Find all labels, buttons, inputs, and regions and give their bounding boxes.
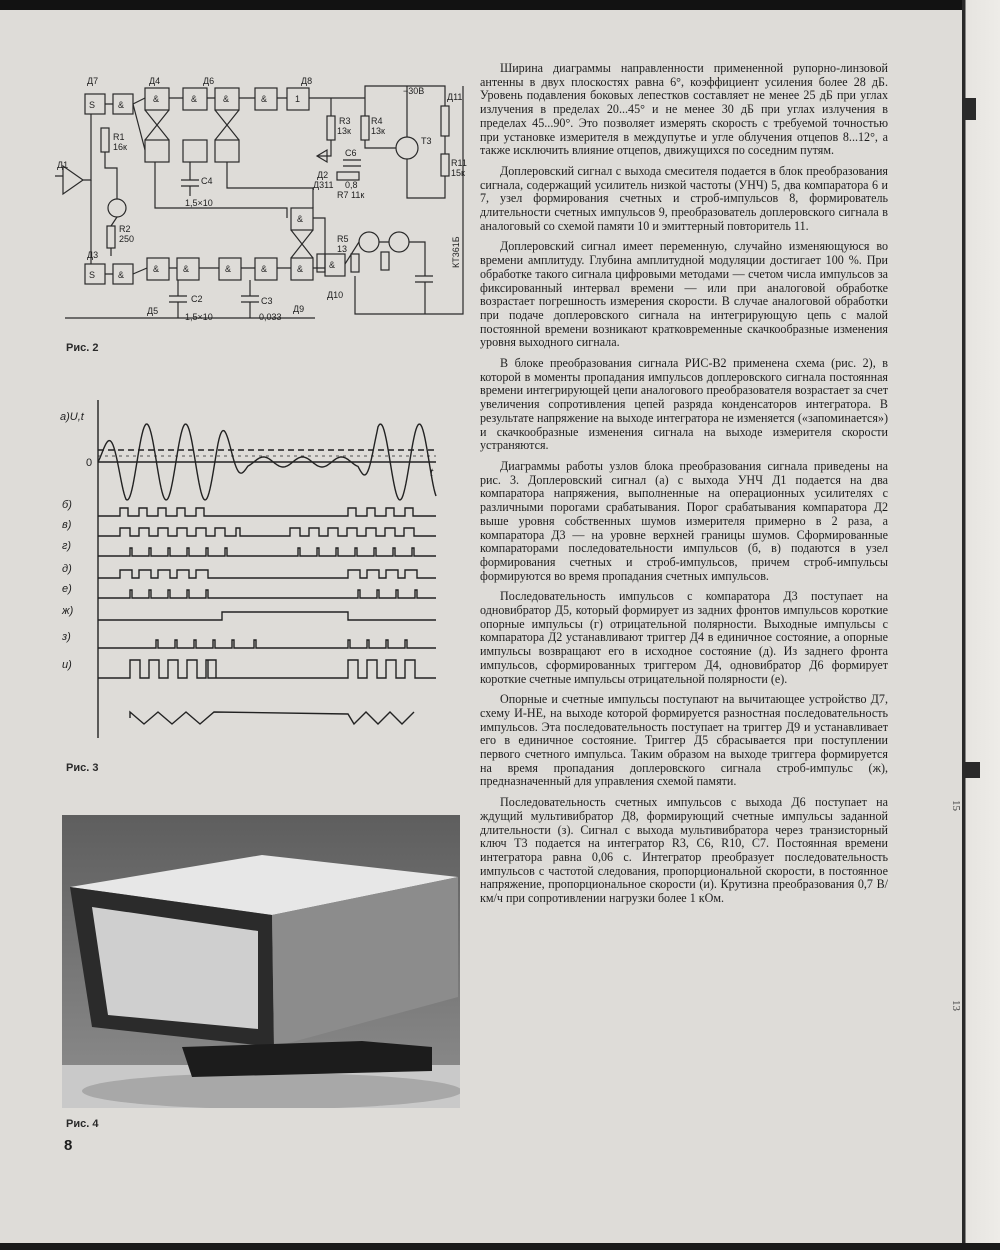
label-r7: R7 11к [337, 190, 365, 200]
label-30v: −30В [403, 86, 425, 96]
scan-bottom-edge [0, 1243, 1000, 1250]
label-d1: Д1 [57, 160, 69, 170]
zero-label: 0 [86, 457, 93, 469]
page-number: 8 [64, 1137, 73, 1154]
label-r5: R5 [337, 234, 349, 244]
label-r11: R11 [451, 158, 467, 168]
row-label: б) [62, 499, 72, 511]
label-d10: Д10 [327, 290, 344, 300]
label-c2: C2 [191, 294, 203, 304]
row-label: ж) [62, 605, 74, 617]
label-r11-value: 15к [451, 168, 465, 178]
gate-symbol: & [153, 94, 160, 104]
pulse-train [98, 660, 436, 678]
label-c2-value: 1,5×10 [185, 312, 213, 322]
paragraph: В блоке преобразования сигнала РИС-В2 применена схема (рис. 2), в которой в моменты пропадания импульсов доплеровского сигнала постоянная времени интегрирующей цепи аналогового преобразователя возрастает за счет увеличения сопротивления цепей разряда конденсаторов интегратора. В результате напряжение на выходе интегратора не изменяется («запоминается») и скачкообразные изменения сигнала на выходе измерителя скорости устраняются. [480, 356, 888, 453]
label-d6: Д6 [203, 76, 215, 86]
row-label: з) [62, 631, 71, 643]
gate-symbol: & [297, 214, 304, 224]
row-label: е) [62, 583, 72, 595]
label-d2: Д2 [317, 170, 329, 180]
pulse-train [98, 508, 436, 516]
figure-2-caption: Рис. 2 [66, 342, 99, 354]
paragraph: Опорные и счетные импульсы поступают на вычитающее устройство Д7, схему И-НЕ, на выходе которой формируется разностная последовательность импульсов. Эта последовательность поступает на триггер Д9 и устанавливает его в единичное состояние. Триггер Д5 сбрасывается при поступлении первого счетного импульса. Таким образом на выходе триггера формируется на время пропадания доплеровского сигнала строб-импульс (ж), предназначенный для управления схемой памяти. [480, 692, 888, 789]
label-kt: КТ361Б [451, 236, 461, 268]
pulse-train [98, 612, 436, 620]
row-label: а)U,t [60, 411, 84, 423]
pulse-train [98, 590, 436, 598]
figure-3-caption: Рис. 3 [66, 762, 99, 774]
row-label: г) [62, 540, 72, 552]
margin-number: 15 [950, 800, 962, 811]
paragraph: Доплеровский сигнал имеет переменную, случайно изменяющуюся во времени амплитуду. Глубина амплитудной модуляции достигает 100 %. При обработке такого сигнала цифровыми методами — счетом числа импульсов за фиксированный интервал времени — или при аналоговой обработке возрастает погрешность измерения скорости. В случае аналоговой обработки при подаче доплеровского сигнала на интегрирующую цепь с малой постоянной времени возникают кратковременные скачкообразные изменения уровня выходного сигнала. [480, 239, 888, 350]
label-d7: Д7 [87, 76, 99, 86]
label-r3: R3 [339, 116, 351, 126]
row-label: и) [62, 659, 72, 671]
margin-mark [964, 98, 976, 120]
scan-top-edge [0, 0, 1000, 10]
gate-symbol: & [118, 100, 125, 110]
margin-mark [962, 762, 980, 778]
row-label: в) [62, 519, 72, 531]
label-c6: C6 [345, 148, 357, 158]
label-r3-value: 13к [337, 126, 351, 136]
gate-symbol: 1 [295, 94, 301, 104]
label-r4-value: 13к [371, 126, 385, 136]
time-label: t [430, 467, 434, 479]
label-r1-value: 16к [113, 142, 127, 152]
margin-number: 13 [950, 1000, 962, 1011]
label-d11: Д11 [447, 92, 463, 102]
integrator-output-wave [130, 712, 414, 724]
scan-right-margin [962, 0, 1000, 1250]
gate-symbol: & [261, 94, 268, 104]
paragraph: Диаграммы работы узлов блока преобразования сигнала приведены на рис. 3. Доплеровский сигнал (а) с выхода УНЧ Д1 подается на два компаратора напряжения, выполненные на операционных усилителях с различными порогами срабатывания. Порог срабатывания компаратора Д2 выше уровня собственных шумов измерителя примерно в 2 раза, а компаратора Д3 — на уровне верхней границы шумов. Сформированные компараторами последовательности импульсов (б, в) подаются в узел формирования счетных и строб-импульсов, причем строб-импульсы формируются во время пропадания счетных импульсов. [480, 458, 888, 583]
label-d5: Д5 [147, 306, 159, 316]
gate-symbol: S [89, 100, 96, 110]
label-r1: R1 [113, 132, 125, 142]
paragraph: Ширина диаграммы направленности примененной рупорно-линзовой антенны в двух плоскостях равна 6°, коэффициент усиления более 28 дБ. Уровень подавления боковых лепестков составляет не менее 25 дБ при углах излучения в пределах 20...45° и не менее 30 дБ при углах излучения в пределах 45...90°. Это позволяет измерять скорость с требуемой точностью при установке измерителя в междупутье и угле облучения отцепов 8...12°, а также исключить влияние отцепов, движущихся по соседним путям. [480, 61, 888, 158]
figure-4-caption: Рис. 4 [66, 1118, 99, 1130]
gate-symbol: & [329, 260, 336, 270]
label-c3: C3 [261, 296, 273, 306]
pulse-train [98, 640, 436, 648]
label-r4: R4 [371, 116, 383, 126]
paragraph: Последовательность счетных импульсов с выхода Д6 поступает на ждущий мультивибратор Д8, формирующий счетные импульсы заданной длительности (з). Сигнал с выхода мультивибратора через транзисторный ключ Т3 подается на интегратор R3, C6, R10, C7. Постоянная времени интегратора равна 0,06 с. Интегратор преобразует последовательность импульсов с частотой следования, пропорциональной скорости, в постоянное напряжение, пропорциональное скорости (и). Крутизна преобразования 0,7 В/км/ч при сопротивлении нагрузки более 1 кОм. [480, 795, 888, 906]
pulse-train [98, 528, 436, 536]
gate-symbol: & [118, 270, 125, 280]
timing-diagram [58, 398, 458, 743]
row-label: д) [62, 563, 72, 575]
gate-symbol: & [225, 264, 232, 274]
label-c6-value: 0,8 [345, 180, 358, 190]
gate-symbol: S [89, 270, 96, 280]
label-d4: Д4 [149, 76, 161, 86]
label-c4: C4 [201, 176, 213, 186]
gate-symbol: & [261, 264, 268, 274]
pulse-train [98, 570, 436, 578]
label-r2-value: 250 [119, 234, 135, 244]
paragraph: Доплеровский сигнал с выхода смесителя подается в блок преобразования сигнала, содержащий усилитель низкой частоты (УНЧ) 5, два компаратора 6 и 7, узел формирования счетных и строб-импульсов 8, формирователь длительности счетных импульсов 9, преобразователь доплеровского сигнала в аналоговый со схемой памяти 10 и эмиттерный повторитель 11. [480, 163, 888, 233]
label-c3-value: 0,033 [259, 312, 282, 322]
gate-symbol: & [223, 94, 230, 104]
label-d3: Д3 [87, 250, 99, 260]
label-d311: Д311 [313, 180, 334, 190]
device-base [182, 1041, 432, 1077]
device-photo [62, 815, 460, 1108]
gate-symbol: & [183, 264, 190, 274]
label-d9: Д9 [293, 304, 305, 314]
circuit-diagram [55, 68, 470, 330]
paragraph: Последовательность импульсов с компаратора Д3 поступает на одновибратор Д5, который формирует из задних фронтов импульсов короткие опорные импульсы (г) отрицательной полярности. Выходные импульсы с компаратора Д2 устанавливают триггер Д4 в единичное состояние, а опорные импульсы возвращают его в исходное состояние (д). Из заднего фронта импульсов, сформированных триггером Д4, одновибратор Д6 формирует короткие счетные импульсы отрицательной полярности (е). [480, 589, 888, 686]
gate-symbol: & [191, 94, 198, 104]
label-t3: T3 [421, 136, 432, 146]
pulse-train [98, 548, 436, 556]
label-r5-value: 13 [337, 244, 348, 254]
label-c4-value: 1,5×10 [185, 198, 213, 208]
gate-symbol: & [297, 264, 304, 274]
label-r2: R2 [119, 224, 131, 234]
article-text-column [480, 62, 888, 913]
gate-symbol: & [153, 264, 160, 274]
label-d8: Д8 [301, 76, 313, 86]
